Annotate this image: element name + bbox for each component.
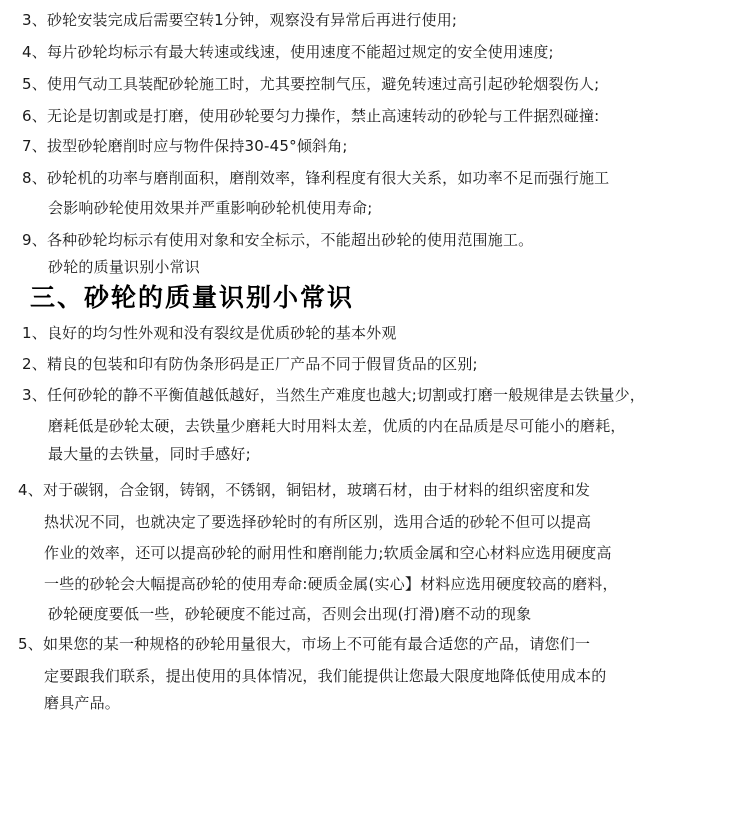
quality-tip-5: 5、如果您的某一种规格的砂轮用量很大，市场上不可能有最合适您的产品，请您们一 bbox=[18, 635, 591, 653]
quality-tip-1: 1、良好的均匀性外观和没有裂纹是优质砂轮的基本外观 bbox=[22, 324, 397, 342]
quality-tip-3-end: 最大量的去铁量，同时手感好; bbox=[48, 445, 251, 463]
safety-note-4: 4、每片砂轮均标示有最大转速或线速，使用速度不能超过规定的安全使用速度; bbox=[22, 43, 554, 61]
safety-note-9: 9、各种砂轮均标示有使用对象和安全标示，不能超出砂轮的使用范围施工。 bbox=[22, 231, 534, 249]
quality-tip-2: 2、精良的包装和印有防伪条形码是正厂产品不同于假冒货品的区别; bbox=[22, 355, 478, 373]
section-three-heading: 三、砂轮的质量识别小常识 bbox=[30, 283, 355, 312]
quality-tip-4-cont: 热状况不同，也就决定了要选择砂轮时的有所区别，选用合适的砂轮不但可以提高 bbox=[44, 513, 592, 531]
quality-tip-4-end: 砂轮硬度要低一些，砂轮硬度不能过高，否则会出现(打滑)磨不动的现象 bbox=[48, 605, 532, 623]
safety-note-3: 3、砂轮安装完成后需要空转1分钟，观察没有异常后再进行使用; bbox=[22, 11, 458, 29]
safety-note-5: 5、使用气动工具装配砂轮施工时，尤其要控制气压，避免转速过高引起砂轮烟裂伤人; bbox=[22, 75, 600, 93]
quality-tip-3-cont: 磨耗低是砂轮太硬，去铁量少磨耗大时用料太差，优质的内在品质是尽可能小的磨耗， bbox=[48, 417, 626, 435]
quality-tip-5-cont: 定要跟我们联系，提出使用的具体情况，我们能提供让您最大限度地降低使用成本的 bbox=[44, 667, 607, 685]
quality-tip-4: 4、对于碳钢，合金钢，铸钢，不锈钢，铜铝材，玻璃石材，由于材料的组织密度和发 bbox=[18, 481, 591, 499]
safety-note-7: 7、拔型砂轮磨削时应与物件保持30-45°倾斜角; bbox=[22, 137, 348, 155]
subtitle-text: 砂轮的质量识别小常识 bbox=[48, 258, 201, 276]
quality-tip-5-end: 磨具产品。 bbox=[44, 694, 121, 712]
safety-note-8-cont: 会影响砂轮使用效果并严重影响砂轮机使用寿命; bbox=[48, 199, 373, 217]
quality-tip-4-cont: 一些的砂轮会大幅提高砂轮的使用寿命:硬质金属(实心】材料应选用硬度较高的磨料， bbox=[44, 575, 618, 593]
safety-note-8: 8、砂轮机的功率与磨削面积，磨削效率，锋利程度有很大关系，如功率不足而强行施工 bbox=[22, 169, 610, 187]
quality-tip-3: 3、任何砂轮的静不平衡值越低越好，当然生产难度也越大;切割或打磨一般规律是去铁量少， bbox=[22, 386, 646, 404]
safety-note-6: 6、无论是切割或是打磨，使用砂轮要匀力操作，禁止高速转动的砂轮与工件据烈碰撞: bbox=[22, 107, 600, 125]
quality-tip-4-cont: 作业的效率，还可以提高砂轮的耐用性和磨削能力;软质金属和空心材料应选用硬度高 bbox=[44, 544, 612, 562]
